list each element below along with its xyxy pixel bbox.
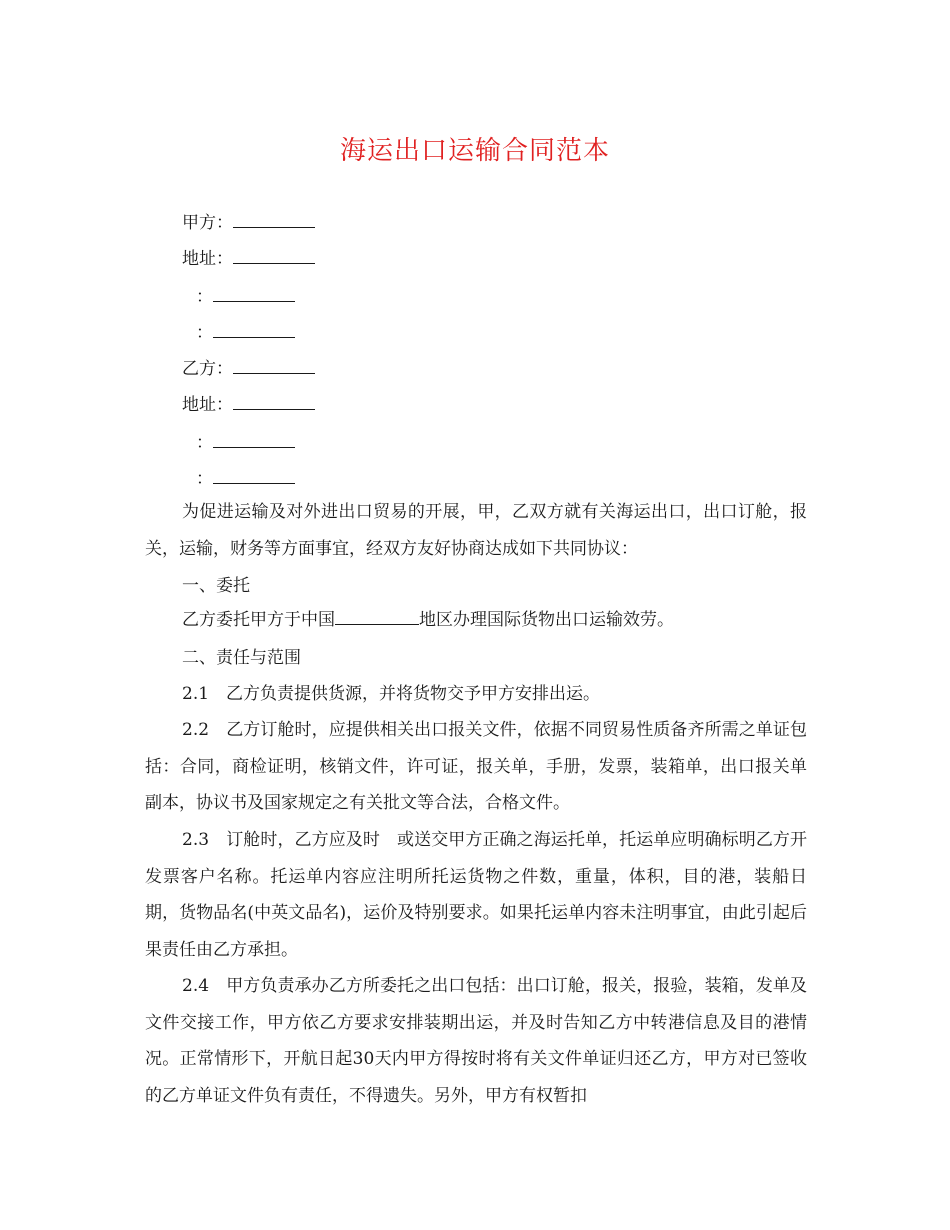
clause-2-2: 2.2 乙方订舱时，应提供相关出口报关文件，依据不同贸易性质备齐所需之单证包括：合同，商检证明，核销文件，许可证，报关单，手册，发票，装箱单，出口报关单副本，协议书及国家规定之有关批文等合法，合格文件。 [145,720,807,813]
party-a-name-blank [233,210,315,228]
section-1-text-before: 乙方委托甲方于中国 [182,610,335,630]
section-1-heading: 一、委托 [182,576,250,596]
party-a-address-label: 地址： [182,249,233,269]
party-b-name-field [182,356,315,381]
party-a-field-4 [196,320,295,345]
party-b-field-3 [196,430,295,455]
party-a-field-3-blank [213,284,295,302]
party-a-field-3 [196,284,295,309]
party-b-field-4 [196,466,295,491]
clause-2-1: 2.1 乙方负责提供货源，并将货物交予甲方安排出运。 [182,684,601,704]
party-a-name-field [182,210,315,235]
party-b-field-3-blank [213,430,295,448]
party-b-name-label: 乙方： [182,359,233,379]
clause-2-3: 2.3 订舱时，乙方应及时 或送交甲方正确之海运托单，托运单应明确标明乙方开发票客户名称。托运单内容应注明所托运货物之件数，重量，体积，目的港，装船日期，货物品名(中英文品名)，运价及特别要求。如果托运单内容未注明事宜，由此引起后果责任由乙方承担。 [145,830,807,960]
clause-2-4: 2.4 甲方负责承办乙方所委托之出口包括：出口订舱，报关，报验，装箱，发单及文件交接工作，甲方依乙方要求安排装期出运，并及时告知乙方中转港信息及目的港情况。正常情形下，开航日起30天内甲方得按时将有关文件单证归还乙方，甲方对已签收的乙方单证文件负有责任，不得遗失。另外，甲方有权暂扣 [145,976,807,1106]
party-a-name-label: 甲方： [182,213,233,233]
party-b-field-4-label: ： [196,469,213,489]
intro-paragraph: 为促进运输及对外进出口贸易的开展，甲，乙双方就有关海运出口，出口订舱，报关，运输，财务等方面事宜，经双方友好协商达成如下共同协议： [145,502,807,559]
section-2-heading: 二、责任与范围 [182,648,301,668]
region-blank [335,607,419,625]
party-b-name-blank [233,356,315,374]
party-b-field-4-blank [213,466,295,484]
party-b-address-blank [233,392,315,410]
section-1-text-after: 地区办理国际货物出口运输效劳。 [419,610,674,630]
party-a-address-field [182,246,315,271]
party-a-field-4-blank [213,320,295,338]
section-1-paragraph [145,602,807,639]
document-title: 海运出口运输合同范本 [339,136,610,166]
party-b-field-3-label: ： [196,433,213,453]
party-a-field-3-label: ： [196,287,213,307]
party-a-address-blank [233,246,315,264]
party-b-address-field [182,392,315,417]
party-a-field-4-label: ： [196,323,213,343]
party-b-address-label: 地址： [182,395,233,415]
